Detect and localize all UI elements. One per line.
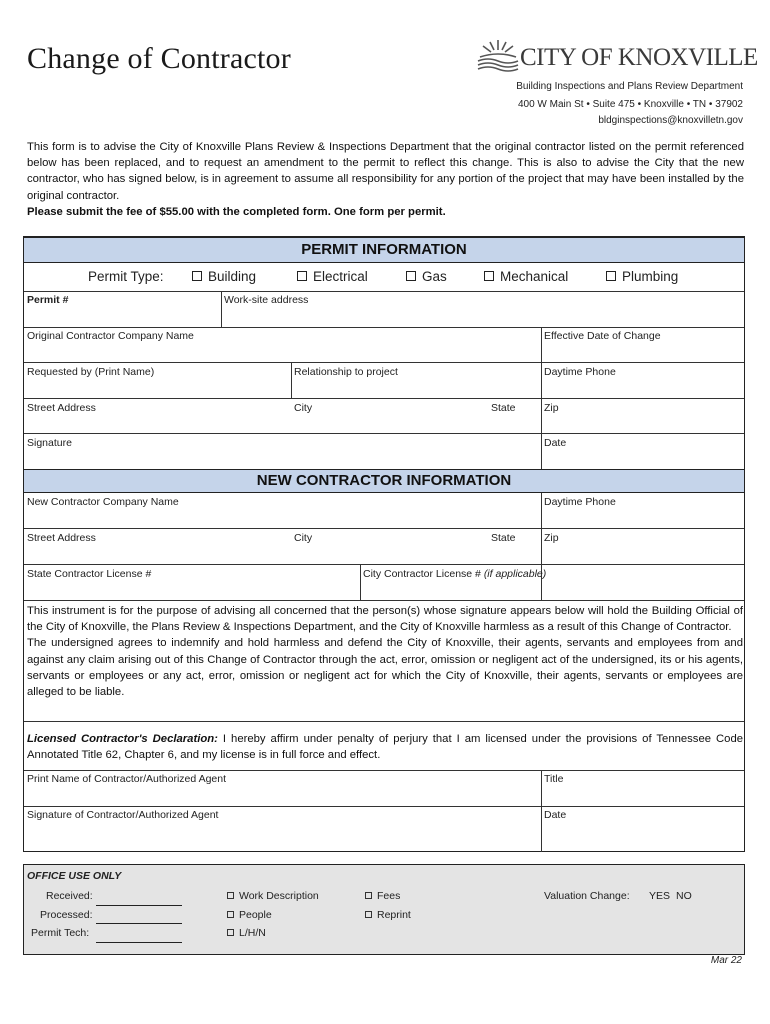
row-divider: [24, 600, 744, 601]
row-divider: [24, 564, 744, 565]
logo-text: CITY OF KNOXVILLE: [520, 44, 758, 71]
sunsphere-logo-icon: [476, 36, 520, 74]
checkbox-plumbing[interactable]: [606, 269, 678, 284]
row-divider: [24, 398, 744, 399]
new-state-field[interactable]: State: [491, 532, 516, 544]
permit-type-gas: Gas: [422, 269, 447, 284]
declaration-title: Licensed Contractor's Declaration:: [27, 733, 218, 745]
check-reprint[interactable]: [365, 909, 411, 921]
checkbox-icon: [365, 911, 372, 918]
new-contractor-company-field[interactable]: New Contractor Company Name: [27, 496, 179, 508]
department-name: Building Inspections and Plans Review Department: [516, 81, 743, 92]
state-field[interactable]: State: [491, 402, 516, 414]
checkbox-electrical[interactable]: [297, 269, 368, 284]
declaration-body: I hereby affirm under penalty of perjury that I am licensed under the provisions of Tennessee Code Annotated Title 62, Chapter 6, and my license is in full force and effect.: [27, 733, 744, 762]
contractor-signature-field[interactable]: Signature of Contractor/Authorized Agent: [27, 809, 219, 821]
received-label: Received:: [46, 890, 93, 902]
checkbox-icon: [227, 892, 234, 899]
department-address: 400 W Main St • Suite 475 • Knoxville • TN • 37902: [517, 99, 743, 110]
check-fees[interactable]: [365, 890, 400, 902]
checkbox-gas[interactable]: [406, 269, 447, 284]
page-title: Change of Contractor: [27, 42, 291, 75]
received-line[interactable]: [96, 905, 182, 906]
declaration-text: [27, 731, 743, 763]
check-lhn[interactable]: [227, 927, 266, 939]
checkbox-icon: [484, 271, 494, 281]
new-zip-field[interactable]: Zip: [544, 532, 559, 544]
permit-tech-line[interactable]: [96, 942, 182, 943]
valuation-no[interactable]: NO: [676, 890, 692, 902]
checkbox-icon: [192, 271, 202, 281]
zip-field[interactable]: Zip: [544, 402, 559, 414]
street-address-field[interactable]: Street Address: [27, 402, 96, 414]
column-divider: [541, 493, 542, 600]
revision-date: Mar 22: [710, 955, 742, 966]
checkbox-building[interactable]: [192, 269, 256, 284]
row-divider: [24, 770, 744, 771]
office-use-heading: OFFICE USE ONLY: [27, 870, 122, 882]
indemnify-paragraph: The undersigned agrees to indemnify and hold harmless and defend the City of Knoxville, their agents, servants and employees from and against any claim arising out of this Change of Contractor through the act, error, omission or negligent act of the undersigned, its or his agents, servants or employees or any act, error, omission or negligent act for which the City of Knoxville, their agents, servants or employees are alleged to be liable.: [27, 637, 743, 699]
column-divider: [541, 770, 542, 852]
effective-date-field[interactable]: Effective Date of Change: [544, 330, 661, 342]
row-divider: [24, 528, 744, 529]
date-field[interactable]: Date: [544, 437, 567, 449]
requested-by-field[interactable]: Requested by (Print Name): [27, 366, 155, 378]
column-divider: [360, 564, 361, 600]
checkbox-icon: [227, 911, 234, 918]
daytime-phone-field[interactable]: Daytime Phone: [544, 366, 616, 378]
print-name-field[interactable]: Print Name of Contractor/Authorized Agent: [27, 773, 227, 785]
valuation-change-label: Valuation Change:: [544, 890, 630, 902]
new-contractor-header: NEW CONTRACTOR INFORMATION: [24, 469, 744, 493]
column-divider: [541, 327, 542, 469]
new-street-address-field[interactable]: Street Address: [27, 532, 96, 544]
fee-note: Please submit the fee of $55.00 with the completed form. One form per permit.: [27, 205, 446, 218]
row-divider: [24, 362, 744, 363]
new-city-field[interactable]: City: [294, 532, 313, 544]
change-of-contractor-form: [23, 236, 745, 852]
row-divider: [24, 806, 744, 807]
relationship-field[interactable]: Relationship to project: [294, 366, 398, 378]
instrument-paragraph: This instrument is for the purpose of advising all concerned that the person(s) whose signature appears below will hold the Building Official of the City of Knoxville, the Plans Review & Inspections Department, and the City of Knoxville harmless as a result of this Change of Contractor.: [27, 605, 743, 634]
check-label: People: [239, 909, 272, 921]
checkbox-icon: [406, 271, 416, 281]
office-use-box: [23, 864, 745, 955]
permit-type-label: Permit Type:: [88, 269, 164, 284]
permit-type-electrical: Electrical: [313, 269, 368, 284]
permit-type-mechanical: Mechanical: [500, 269, 569, 284]
signature-field[interactable]: Signature: [27, 437, 72, 449]
check-work-description[interactable]: [227, 890, 319, 902]
check-label: Fees: [377, 890, 401, 902]
column-divider: [291, 362, 292, 398]
original-contractor-field[interactable]: Original Contractor Company Name: [27, 330, 194, 342]
permit-number-field[interactable]: Permit #: [27, 294, 69, 306]
city-license-label: City Contractor License #: [363, 568, 481, 580]
check-people[interactable]: [227, 909, 272, 921]
processed-label: Processed:: [40, 909, 93, 921]
city-logo: [476, 36, 758, 76]
intro-paragraph: This form is to advise the City of Knoxville Plans Review & Inspections Department that the original contractor listed on the permit referenced below has been replaced, and to request an amendment to the permit to reflect this change. This is also to advise the City that the new contractor, who has signed below, is in agreement to assume all responsibility for any portion of the project that may have been installed by the original contractor.: [27, 141, 744, 202]
intro-text: [27, 139, 744, 220]
checkbox-icon: [297, 271, 307, 281]
city-field[interactable]: City: [294, 402, 313, 414]
valuation-yes[interactable]: YES: [649, 890, 671, 902]
column-divider: [221, 291, 222, 327]
checkbox-icon: [227, 929, 234, 936]
checkbox-icon: [606, 271, 616, 281]
check-label: L/H/N: [239, 927, 266, 939]
contractor-date-field[interactable]: Date: [544, 809, 567, 821]
worksite-address-field[interactable]: Work-site address: [224, 294, 309, 306]
row-divider: [24, 291, 744, 292]
indemnity-text: [27, 603, 743, 700]
row-divider: [24, 327, 744, 328]
permit-information-header: PERMIT INFORMATION: [24, 237, 744, 263]
new-daytime-phone-field[interactable]: Daytime Phone: [544, 496, 616, 508]
check-label: Reprint: [377, 909, 411, 921]
city-license-note: (if applicable): [483, 568, 547, 580]
permit-type-plumbing: Plumbing: [622, 269, 679, 284]
processed-line[interactable]: [96, 923, 182, 924]
row-divider: [24, 433, 744, 434]
permit-type-building: Building: [208, 269, 257, 284]
department-email[interactable]: bldginspections@knoxvilletn.gov: [598, 115, 743, 126]
state-license-field[interactable]: State Contractor License #: [27, 568, 152, 580]
checkbox-mechanical[interactable]: [484, 269, 568, 284]
permit-tech-label: Permit Tech:: [31, 927, 90, 939]
city-license-field[interactable]: [363, 568, 546, 580]
row-divider: [24, 721, 744, 722]
checkbox-icon: [365, 892, 372, 899]
check-label: Work Description: [239, 890, 319, 902]
title-field[interactable]: Title: [544, 773, 564, 785]
